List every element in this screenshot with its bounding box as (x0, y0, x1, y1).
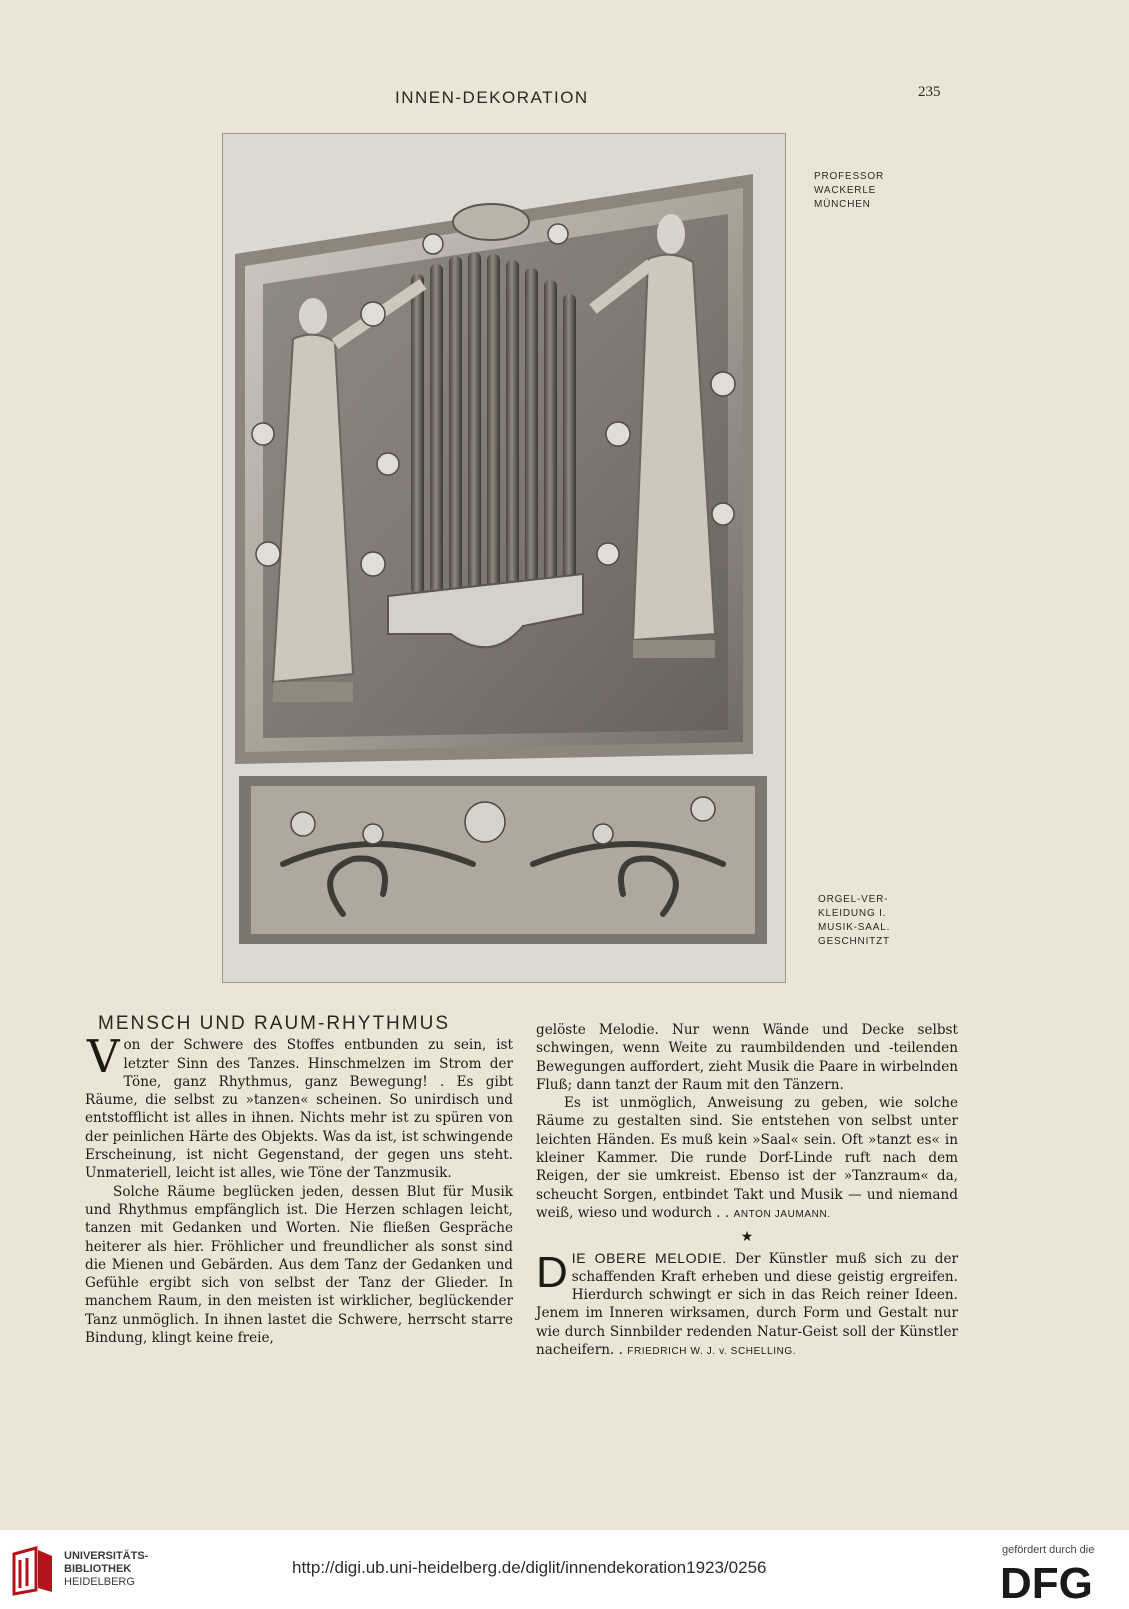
section-lead: IE OBERE MELODIE. (571, 1249, 727, 1266)
paragraph-text: Der Künstler muß sich zu der schaffenden Kraft erheben und diese geistig ergreifen. Hierdurch schwingt er sich in das Reich reiner Ideen. Jenem im Inneren wirksamen, durch Form und Gestalt nur wie durch Sinnbilder redenden Natur-Geist soll der Künstler nacheifern. . (536, 1250, 959, 1359)
left-column (85, 1013, 513, 1347)
paragraph (536, 1249, 958, 1362)
caption-line: MUSIK-SAAL. (818, 922, 891, 933)
right-column (536, 1021, 958, 1361)
credit-line: PROFESSOR (814, 171, 884, 182)
paragraph: gelöste Melodie. Nur wenn Wände und Decke selbst schwingen, wenn Weite zu raumbildenden und -teilenden Bewegungen auffordert, zieht Musik die Paare in wirbelnden Fluß; dann tanzt der Raum mit den Tänzern. (536, 1022, 958, 1093)
author-signature: FRIEDRICH W. J. v. SCHELLING. (627, 1346, 797, 1358)
page-number: 235 (918, 84, 941, 100)
credit-line: WACKERLE (814, 185, 877, 196)
separator-star: ★ (740, 1229, 754, 1246)
artist-credit (814, 170, 884, 212)
library-line: HEIDELBERG (64, 1576, 135, 1588)
running-head: INNEN-DEKORATION (395, 88, 589, 107)
funding-note: gefördert durch die (1002, 1544, 1095, 1556)
caption-line: KLEIDUNG I. (818, 908, 887, 919)
permalink[interactable]: http://digi.ub.uni-heidelberg.de/diglit/innendekoration1923/0256 (292, 1558, 767, 1577)
digitization-footer (0, 1530, 1129, 1609)
figure-caption (818, 893, 890, 949)
paragraph (536, 1094, 958, 1224)
university-logo-icon (10, 1546, 56, 1596)
paragraph-text: Es ist unmöglich, Anweisung zu geben, wie solche Räume zu gestalten sind. Sie entstehen von selbst unter leichten Händen. Es muß kein »Saal« sein. Oft »tanzt es« in kleiner Kammer. Die runde Dorf-Linde ruft nach dem Reigen, der sie umkreist. Ebenso ist der »Tanzraum« da, scheucht Sorgen, entbindet Takt und Musik — und niemand weiß, wieso und wodurch . . (536, 1095, 958, 1221)
paragraph: Solche Räume beglücken jeden, dessen Blut für Musik und Rhythmus empfänglich ist. Die Herzen schlagen leicht, tanzen mit Gedanken und Worten. Nie fließen Gespräche heiterer als hier. Fröhlicher und freundlicher als sonst sind die Mienen und Gebärden. Aus dem Tanz der Gedanken und Gefühle ergibt sich von selbst der Tanz der Glieder. In manchem Raum, in den meisten ist wirklicher, beglückender Tanz unmöglich. In ihnen lastet die Schwere, herrscht starre Bindung, klingt keine freie, (85, 1183, 513, 1347)
drop-cap: V (87, 1030, 120, 1084)
drop-cap: D (536, 1247, 568, 1297)
library-line: UNIVERSITÄTS- (64, 1550, 149, 1562)
organ-photograph (222, 133, 786, 983)
article-heading: MENSCH UND RAUM-RHYTHMUS (98, 1013, 450, 1034)
caption-line: GESCHNITZT (818, 936, 890, 947)
caption-line: ORGEL-VER- (818, 894, 889, 905)
library-name (64, 1550, 148, 1589)
library-line: BIBLIOTHEK (64, 1563, 132, 1575)
carved-organ-case-image (223, 134, 785, 982)
author-signature: ANTON JAUMANN. (733, 1208, 831, 1220)
paragraph (85, 1030, 513, 1182)
dfg-logo-text: DFG (1000, 1560, 1093, 1604)
dfg-logo (1000, 1560, 1110, 1604)
paragraph-text: on der Schwere des Stoffes entbunden zu sein, ist letzter Sinn des Tanzes. Hinschmelzen im Strom der Töne, ganz Rhythmus, ganz Bewegung! . Es gibt Räume, die selbst zu »tanzen« scheinen. So unirdisch und entstofflicht ist alles in ihnen. Nichts mehr ist zu spüren von der peinlichen Härte des Objekts. Was da ist, ist schwingende Erscheinung, ist nicht Gegenstand, der gegen uns steht. Unmateriell, leicht ist alles, wie Töne der Tanzmusik. (85, 1037, 513, 1182)
credit-line: MÜNCHEN (814, 199, 871, 210)
